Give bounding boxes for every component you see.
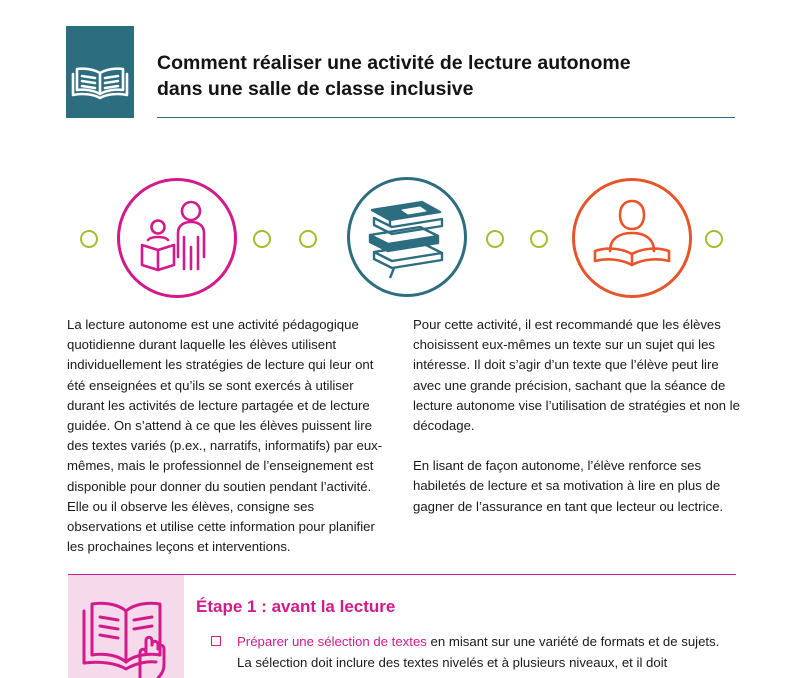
step1-icon-box <box>68 575 184 678</box>
page-title <box>157 50 737 102</box>
open-book-hand-icon <box>78 593 174 678</box>
bullet-highlight: Préparer une sélection de textes <box>237 634 427 649</box>
green-dot <box>705 230 723 248</box>
title-line-2: dans une salle de classe inclusive <box>157 78 474 100</box>
green-dot <box>486 230 504 248</box>
header-icon-box <box>66 26 134 118</box>
circle-magenta <box>117 178 237 298</box>
left-paragraph: La lecture autonome est une activité pédagogique quotidienne durant laquelle les élèves utilisent individuellement les stratégies de lecture qui leur ont été enseignées et qu’ils se sont exercés à utiliser durant les activités de lecture partagée et de lecture guidée. On s’attend à ce que les élèves puissent lire des textes variés (p.ex., narratifs, informatifs) par eux-mêmes, mais le professionnel de l’enseignement est disponible pour donner du soutien pendant l’activité. Elle ou il observe les élèves, consigne ses observations et utilise cette information pour planifier les prochaines leçons et interventions. <box>67 317 383 555</box>
right-paragraph-1: Pour cette activité, il est recommandé que les élèves choisissent eux-mêmes un texte sur un sujet qui les intéresse. Il doit s’agir d’un texte que l’élève peut lire avec une grande précision, sachant que la séance de lecture autonome vise l’utilisation de stratégies et non le décodage. <box>413 317 740 434</box>
circle-orange <box>572 178 692 298</box>
green-dot <box>530 230 548 248</box>
adult-child-reading-icon <box>120 181 234 295</box>
title-divider <box>157 117 735 118</box>
circle-teal <box>347 177 467 297</box>
bullet-checkbox-icon <box>211 636 221 646</box>
step1-title: Étape 1 : avant la lecture <box>196 597 396 616</box>
green-dot <box>253 230 271 248</box>
right-paragraph-2: En lisant de façon autonome, l’élève renforce ses habiletés de lecture et sa motivation à lire en plus de gagner de l’assurance en tant que lecteur ou lectrice. <box>413 458 724 514</box>
book-stack-icon <box>350 180 464 294</box>
title-line-1: Comment réaliser une activité de lecture autonome <box>157 52 631 74</box>
left-column <box>67 315 392 557</box>
green-dot <box>299 230 317 248</box>
person-reading-icon <box>575 181 689 295</box>
bullet-body: en misant sur une variété de formats et de sujets. La sélection doit inclure des textes nivelés et à plusieurs niveaux, et il doit <box>237 634 720 670</box>
green-dot <box>80 230 98 248</box>
right-column <box>413 315 743 517</box>
step1-bullet <box>237 632 737 673</box>
icon-row <box>0 170 808 310</box>
book-icon <box>66 26 134 118</box>
